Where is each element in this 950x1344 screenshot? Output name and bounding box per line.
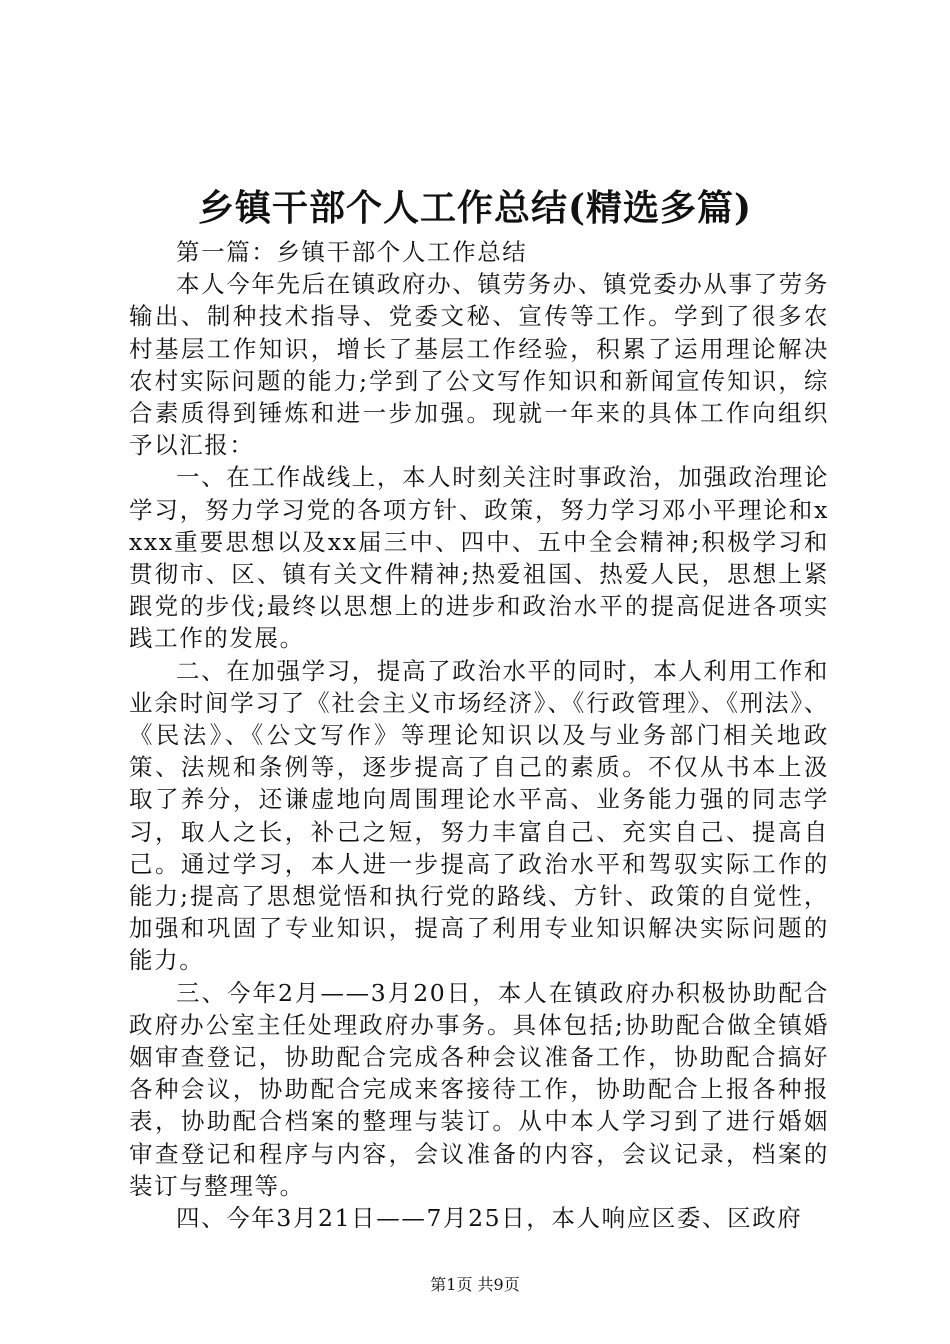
- section-heading: 第一篇：乡镇干部个人工作总结: [176, 238, 528, 266]
- document-body: [129, 236, 829, 1234]
- page-number-footer: 第1页 共9页: [430, 1275, 520, 1294]
- document-title: 乡镇干部个人工作总结(精选多篇): [197, 187, 753, 229]
- paragraph: 二、在加强学习，提高了政治水平的同时，本人利用工作和业余时间学习了《社会主义市场经济》、《行政管理》、《刑法》、《民法》、《公文写作》等理论知识以及与业务部门相关地政策、法规和条例等，逐步提高了自己的素质。不仅从书本上汲取了养分，还谦虚地向周围理论水平高、业务能力强的同志学习，取人之长，补己之短，努力丰富自己、充实自己、提高自己。通过学习，本人进一步提高了政治水平和驾驭实际工作的能力;提高了思想觉悟和执行党的路线、方针、政策的自觉性，加强和巩固了专业知识，提高了利用专业知识解决实际问题的能力。: [129, 656, 829, 975]
- paragraph: 四、今年3月21日——7月25日，本人响应区委、区政府: [176, 1204, 803, 1233]
- paragraph: 一、在工作战线上，本人时刻关注时事政治，加强政治理论学习，努力学习党的各项方针、政策，努力学习邓小平理论和xxxx重要思想以及xx届三中、四中、五中全会精神;积极学习和贯彻市、区、镇有关文件精神;热爱祖国、热爱人民，思想上紧跟党的步伐;最终以思想上的进步和政治水平的提高促进各项实践工作的发展。: [129, 463, 829, 653]
- paragraph: 三、今年2月——3月20日，本人在镇政府办积极协助配合政府办公室主任处理政府办事务。具体包括;协助配合做全镇婚姻审查登记，协助配合完成各种会议准备工作，协助配合搞好各种会议，协助配合完成来客接待工作，协助配合上报各种报表，协助配合档案的整理与装订。从中本人学习到了进行婚姻审查登记和程序与内容，会议准备的内容，会议记录，档案的装订与整理等。: [129, 978, 829, 1200]
- paragraph: 本人今年先后在镇政府办、镇劳务办、镇党委办从事了劳务输出、制种技术指导、党委文秘、宣传等工作。学到了很多农村基层工作知识，增长了基层工作经验，积累了运用理论解决农村实际问题的能力;学到了公文写作知识和新闻宣传知识，综合素质得到锤炼和进一步加强。现就一年来的具体工作向组织予以汇报：: [129, 270, 829, 460]
